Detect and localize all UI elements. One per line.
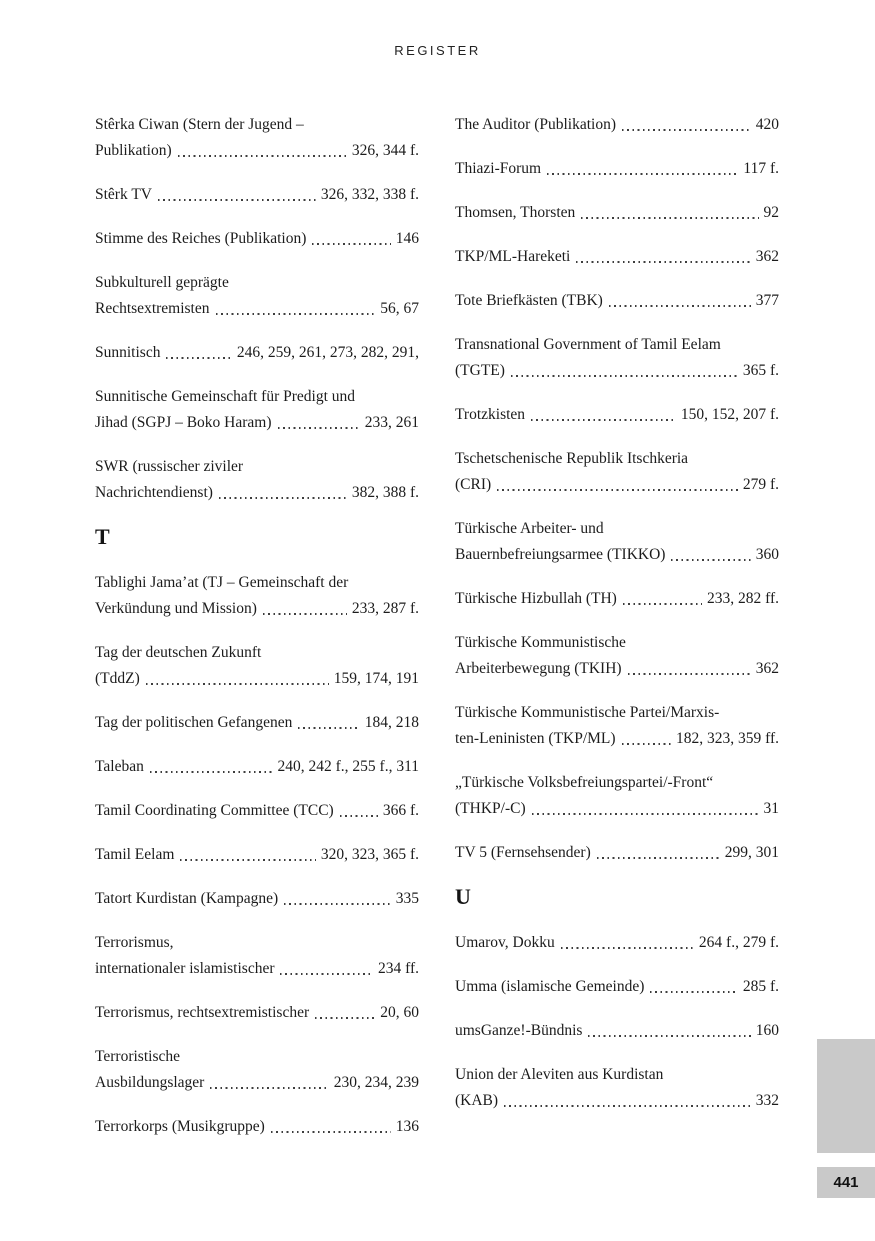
entry-term: Ausbildungslager [95, 1074, 205, 1091]
index-entry [455, 332, 779, 384]
entry-term: Bauernbefreiungsarmee (TIKKO) [455, 546, 666, 563]
entry-term: (TddZ) [95, 670, 140, 687]
entry-pages: 233, 261 [364, 414, 419, 431]
dot-leader [340, 815, 378, 817]
entry-pages-line [95, 842, 419, 868]
entry-pages-line [95, 1070, 419, 1096]
entry-pages-line [95, 1114, 419, 1140]
dot-leader [597, 857, 720, 859]
entry-pages: 240, 242 f., 255 f., 311 [277, 758, 419, 775]
dot-leader [576, 261, 750, 263]
entry-pages: 320, 323, 365 f. [320, 846, 419, 863]
index-column [95, 112, 419, 1158]
entry-term: Umma (islamische Gemeinde) [455, 978, 645, 995]
entry-pages: 234 ff. [377, 960, 419, 977]
entry-pages: 360 [755, 546, 779, 563]
index-entry [455, 770, 779, 822]
entry-pages: 420 [755, 116, 779, 133]
entry-pages-line [95, 956, 419, 982]
index-entry [95, 454, 419, 506]
entry-pages: 299, 301 [724, 844, 779, 861]
entry-term: TKP/ML-Hareketi [455, 248, 571, 265]
index-entry [95, 1114, 419, 1140]
index-entry [455, 840, 779, 866]
entry-pages-line [455, 358, 779, 384]
index-entry [95, 570, 419, 622]
entry-pages: 150, 152, 207 f. [680, 406, 779, 423]
entry-pages-line [455, 796, 779, 822]
entry-term-line: Türkische Arbeiter- und [455, 520, 604, 537]
dot-leader [280, 973, 372, 975]
entry-term: Terrorkorps (Musikgruppe) [95, 1118, 265, 1135]
index-entry [455, 586, 779, 612]
entry-term: Stêrk TV [95, 186, 152, 203]
entry-pages-line [455, 840, 779, 866]
dot-leader [532, 813, 759, 815]
entry-term: ten-Leninisten (TKP/ML) [455, 730, 616, 747]
entry-term: internationaler islamistischer [95, 960, 275, 977]
index-entry [95, 226, 419, 252]
index-entry [95, 384, 419, 436]
entry-pages: 332 [755, 1092, 779, 1109]
entry-pages-line [95, 886, 419, 912]
entry-pages: 233, 282 ff. [706, 590, 779, 607]
entry-pages-line [455, 1018, 779, 1044]
entry-term: Thiazi-Forum [455, 160, 542, 177]
entry-term: Nachrichtendienst) [95, 484, 213, 501]
entry-term: (TGTE) [455, 362, 505, 379]
section-letter: T [95, 524, 110, 549]
entry-pages-line [455, 974, 779, 1000]
entry-term: Rechtsextremisten [95, 300, 210, 317]
entry-term: Tote Briefkästen (TBK) [455, 292, 603, 309]
dot-leader [504, 1105, 751, 1107]
entry-pages: 326, 344 f. [351, 142, 419, 159]
entry-pages: 382, 388 f. [351, 484, 419, 501]
entry-term: Sunnitisch [95, 344, 161, 361]
index-entry [455, 930, 779, 956]
entry-pages: 160 [755, 1022, 779, 1039]
entry-term-line: Sunnitische Gemeinschaft für Predigt und [95, 388, 356, 405]
dot-leader [298, 727, 359, 729]
entry-term: Tamil Coordinating Committee (TCC) [95, 802, 334, 819]
dot-leader [219, 497, 347, 499]
dot-leader [588, 1035, 750, 1037]
entry-term-line: Terroristische [95, 1048, 180, 1065]
entry-term: (KAB) [455, 1092, 499, 1109]
entry-term-line: Transnational Government of Tamil Eelam [455, 336, 721, 353]
index-columns [95, 112, 779, 1158]
entry-pages-line [455, 244, 779, 270]
entry-pages-line [95, 340, 419, 366]
index-entry [95, 182, 419, 208]
entry-pages-line [455, 586, 779, 612]
entry-pages-line [95, 138, 419, 164]
entry-term-line: Subkulturell geprägte [95, 274, 229, 291]
entry-term: Arbeiterbewegung (TKIH) [455, 660, 622, 677]
index-entry [95, 798, 419, 824]
index-entry [95, 1044, 419, 1096]
entry-pages: 182, 323, 359 ff. [675, 730, 779, 747]
dot-leader [623, 603, 702, 605]
entry-term: (THKP/-C) [455, 800, 526, 817]
index-entry [95, 930, 419, 982]
entry-term: Tamil Eelam [95, 846, 175, 863]
dot-leader [150, 771, 273, 773]
index-entry [95, 640, 419, 692]
entry-pages-line [95, 596, 419, 622]
index-entry [455, 288, 779, 314]
entry-term: Trotzkisten [455, 406, 526, 423]
page-title: REGISTER [394, 43, 481, 58]
entry-pages-line [455, 200, 779, 226]
entry-term-line: Stêrka Ciwan (Stern der Jugend – [95, 116, 304, 133]
dot-leader [146, 683, 329, 685]
entry-pages: 56, 67 [380, 300, 419, 317]
dot-leader [166, 357, 231, 359]
entry-pages-line [95, 1000, 419, 1026]
index-entry [455, 446, 779, 498]
entry-pages-line [455, 542, 779, 568]
entry-pages: 92 [763, 204, 779, 221]
entry-term: Tag der politischen Gefangenen [95, 714, 293, 731]
entry-pages: 159, 174, 191 [333, 670, 419, 687]
entry-term-line: Türkische Kommunistische [455, 634, 626, 651]
entry-pages-line [95, 754, 419, 780]
dot-leader [561, 947, 694, 949]
index-entry [95, 754, 419, 780]
dot-leader [263, 613, 347, 615]
dot-leader [210, 1087, 328, 1089]
entry-pages: 335 [395, 890, 419, 907]
entry-pages: 117 f. [743, 160, 779, 177]
entry-pages-line [455, 112, 779, 138]
section-letter: U [455, 884, 471, 909]
entry-pages-line [95, 410, 419, 436]
index-entry [455, 244, 779, 270]
entry-term-line: Tablighi Jama’at (TJ – Gemeinschaft der [95, 574, 349, 591]
entry-pages-line [95, 226, 419, 252]
entry-pages: 362 [755, 248, 779, 265]
index-entry [455, 156, 779, 182]
entry-term-line: Tag der deutschen Zukunft [95, 644, 262, 661]
entry-term-line: „Türkische Volksbefreiungspartei/-Front“ [455, 774, 714, 791]
entry-pages-line [455, 472, 779, 498]
entry-term: TV 5 (Fernsehsender) [455, 844, 591, 861]
dot-leader [628, 673, 751, 675]
dot-leader [216, 313, 376, 315]
entry-term: Tatort Kurdistan (Kampagne) [95, 890, 279, 907]
entry-term: Thomsen, Thorsten [455, 204, 576, 221]
index-entry [95, 1000, 419, 1026]
page-number: 441 [833, 1174, 859, 1191]
dot-leader [609, 305, 751, 307]
index-entry [95, 842, 419, 868]
index-entry [455, 516, 779, 568]
entry-pages-line [95, 710, 419, 736]
chapter-edge-tab [817, 1039, 875, 1153]
page-number-band [817, 1167, 875, 1198]
entry-pages: 264 f., 279 f. [698, 934, 779, 951]
entry-term-line: SWR (russischer ziviler [95, 458, 244, 475]
entry-term: (CRI) [455, 476, 492, 493]
index-entry [455, 700, 779, 752]
index-column [455, 112, 779, 1158]
dot-leader [315, 1017, 375, 1019]
entry-term: Umarov, Dokku [455, 934, 555, 951]
entry-pages-line [455, 402, 779, 428]
entry-pages: 233, 287 f. [351, 600, 419, 617]
entry-pages-line [455, 726, 779, 752]
dot-leader [271, 1131, 391, 1133]
entry-term: umsGanze!-Bündnis [455, 1022, 583, 1039]
dot-leader [581, 217, 758, 219]
entry-pages: 136 [395, 1118, 419, 1135]
dot-leader [497, 489, 738, 491]
entry-pages-line [95, 182, 419, 208]
entry-pages: 362 [755, 660, 779, 677]
entry-term-line: Terrorismus, [95, 934, 174, 951]
entry-pages-line [455, 656, 779, 682]
index-entry [455, 1062, 779, 1114]
entry-pages: 146 [395, 230, 419, 247]
entry-pages-line [95, 296, 419, 322]
index-entry [455, 1018, 779, 1044]
index-entry [95, 270, 419, 322]
dot-leader [178, 155, 347, 157]
entry-term: Terrorismus, rechtsextremistischer [95, 1004, 310, 1021]
dot-leader [650, 991, 737, 993]
dot-leader [278, 427, 360, 429]
index-entry [95, 340, 419, 366]
dot-leader [531, 419, 676, 421]
entry-pages-line [95, 666, 419, 692]
dot-leader [511, 375, 738, 377]
entry-pages-line [455, 156, 779, 182]
entry-term: Jihad (SGPJ – Boko Haram) [95, 414, 272, 431]
entry-pages: 366 f. [382, 802, 419, 819]
index-entry [455, 974, 779, 1000]
dot-leader [284, 903, 391, 905]
index-entry [455, 112, 779, 138]
index-entry [455, 630, 779, 682]
dot-leader [671, 559, 750, 561]
index-entry [455, 402, 779, 428]
entry-pages-line [95, 798, 419, 824]
dot-leader [622, 743, 671, 745]
index-entry [95, 112, 419, 164]
entry-term-line: Türkische Kommunistische Partei/Marxis- [455, 704, 720, 721]
entry-pages: 31 [763, 800, 779, 817]
entry-pages: 365 f. [742, 362, 779, 379]
dot-leader [622, 129, 751, 131]
entry-pages: 279 f. [742, 476, 779, 493]
dot-leader [180, 859, 315, 861]
entry-term: Taleban [95, 758, 144, 775]
entry-term: Türkische Hizbullah (TH) [455, 590, 617, 607]
index-entry [95, 710, 419, 736]
entry-pages: 20, 60 [380, 1004, 419, 1021]
entry-term: Verkündung und Mission) [95, 600, 257, 617]
entry-pages: 230, 234, 239 [333, 1074, 419, 1091]
dot-leader [158, 199, 316, 201]
entry-pages: 184, 218 [364, 714, 419, 731]
entry-pages: 377 [755, 292, 779, 309]
entry-pages-line [455, 1088, 779, 1114]
dot-leader [312, 243, 390, 245]
index-entry [455, 200, 779, 226]
entry-pages: 285 f. [742, 978, 779, 995]
entry-term: Stimme des Reiches (Publikation) [95, 230, 307, 247]
entry-pages-line [455, 288, 779, 314]
entry-term-line: Tschetschenische Republik Itschkeria [455, 450, 689, 467]
entry-term: The Auditor (Publikation) [455, 116, 617, 133]
entry-pages-line [95, 480, 419, 506]
entry-pages: 246, 259, 261, 273, 282, 291, [236, 344, 419, 361]
entry-pages-line [455, 930, 779, 956]
index-entry [95, 886, 419, 912]
entry-pages: 326, 332, 338 f. [320, 186, 419, 203]
entry-term-line: Union der Aleviten aus Kurdistan [455, 1066, 664, 1083]
entry-term: Publikation) [95, 142, 172, 159]
dot-leader [547, 173, 738, 175]
